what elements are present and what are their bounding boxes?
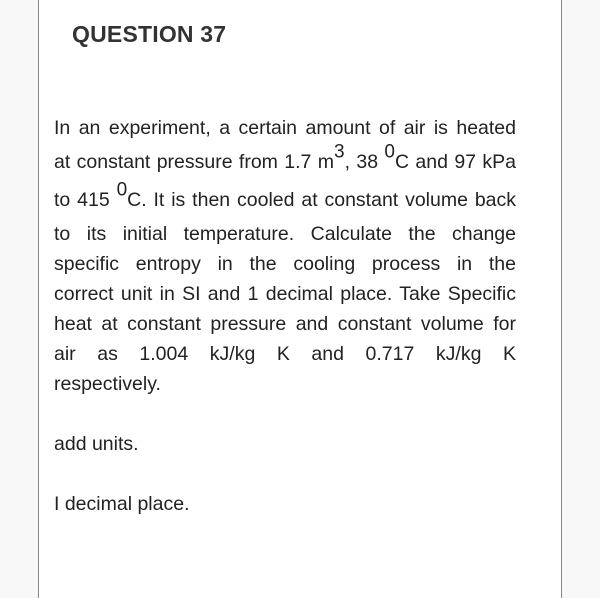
question-text-segment: C and 97 kPa bbox=[394, 151, 516, 173]
question-text bbox=[54, 113, 516, 519]
superscript-cubed: 3 bbox=[334, 141, 345, 163]
question-title: QUESTION 37 bbox=[72, 21, 227, 47]
question-line-4 bbox=[54, 219, 516, 249]
question-text-segment: In an experiment, a certain amount of air is heated bbox=[54, 117, 516, 139]
question-line-6 bbox=[54, 279, 516, 309]
question-text-segment: , 38 bbox=[344, 151, 385, 173]
question-text-segment: air as 1.004 kJ/kg K and 0.717 kJ/kg K bbox=[54, 343, 516, 365]
question-line-2 bbox=[54, 143, 516, 181]
note-decimal-place: I decimal place. bbox=[54, 493, 190, 515]
superscript-degree: 0 bbox=[116, 179, 128, 201]
question-line-3 bbox=[54, 181, 516, 219]
question-text-segment: correct unit in SI and 1 decimal place. Take Specific bbox=[54, 283, 516, 305]
question-line-9 bbox=[54, 369, 516, 399]
note-add-units: add units. bbox=[54, 433, 139, 455]
question-text-segment: C. It is then cooled at constant volume back bbox=[127, 189, 517, 211]
question-line-7 bbox=[54, 309, 516, 339]
question-text-segment: heat at constant pressure and constant volume for bbox=[54, 313, 516, 335]
question-text-segment: respectively. bbox=[54, 373, 161, 395]
question-text-segment: at constant pressure from 1.7 m bbox=[54, 151, 334, 173]
question-text-segment: to its initial temperature. Calculate the change bbox=[54, 223, 516, 245]
question-line-1 bbox=[54, 113, 516, 143]
question-line-5 bbox=[54, 249, 516, 279]
superscript-degree: 0 bbox=[384, 141, 395, 163]
question-line-8 bbox=[54, 339, 516, 369]
question-text-segment: to 415 bbox=[54, 189, 117, 211]
question-panel bbox=[38, 0, 562, 598]
question-text-segment: specific entropy in the cooling process in the bbox=[54, 253, 516, 275]
